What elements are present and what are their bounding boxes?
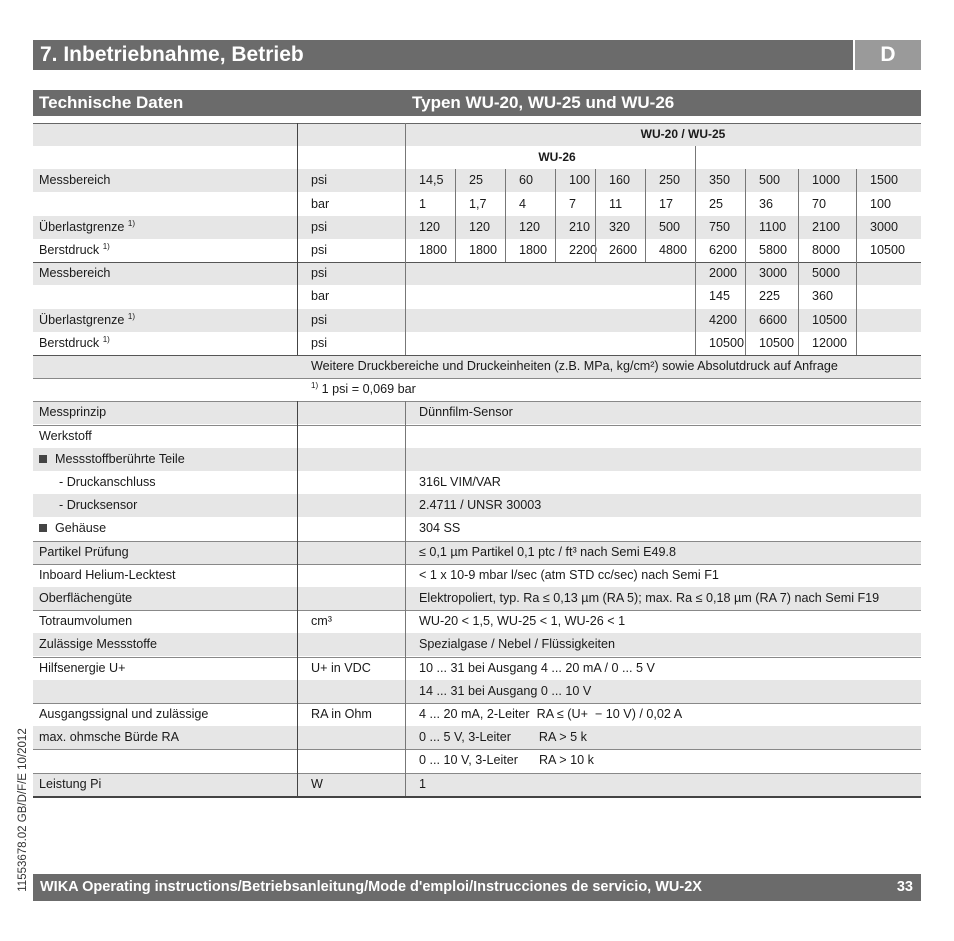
value-cell: 350	[709, 173, 731, 188]
parameter-label	[39, 587, 132, 610]
value-cell: 120	[419, 219, 441, 234]
unit-cell: bar	[311, 289, 330, 304]
row-divider	[33, 703, 921, 704]
row-divider	[33, 773, 921, 774]
value-cell: 3000	[870, 219, 899, 234]
value-cell: 10 ... 31 bei Ausgang 4 ... 20 mA / 0 ... 5 V	[419, 660, 655, 675]
column-divider	[595, 169, 596, 262]
table-row	[33, 378, 921, 401]
value-cell: 1	[419, 776, 427, 791]
value-cell: 70	[812, 196, 827, 211]
column-divider	[645, 169, 646, 262]
unit-cell: W	[311, 776, 323, 791]
parameter-label	[39, 773, 101, 796]
table-row	[33, 749, 921, 772]
column-divider	[405, 123, 406, 355]
table-row	[33, 262, 921, 285]
column-divider	[405, 401, 406, 795]
column-divider	[856, 262, 857, 355]
value-cell: 316L VIM/VAR	[419, 475, 501, 489]
value-cell: 750	[709, 219, 731, 234]
table-row	[33, 541, 921, 564]
value-cell: 25	[469, 173, 484, 188]
parameter-label	[39, 448, 185, 471]
table-row	[33, 332, 921, 355]
table-row	[33, 471, 921, 494]
table-row	[33, 355, 921, 378]
table-row	[33, 285, 921, 308]
column-divider	[455, 169, 456, 262]
parameter-label-text: Inboard Helium-Lecktest	[39, 567, 176, 582]
parameter-label	[39, 401, 106, 424]
table-row	[33, 448, 921, 471]
value-cell: 10500	[812, 312, 848, 327]
value-cell: 120	[469, 219, 491, 234]
unit-cell: psi	[311, 312, 328, 327]
value-cell: 4800	[659, 243, 688, 257]
value-cell: ≤ 0,1 µm Partikel 0,1 ptc / ft³ nach Semi E49.8	[419, 544, 677, 559]
table-row	[33, 587, 921, 610]
footnote-ref: 1)	[127, 218, 136, 228]
value-cell: 10500	[870, 243, 906, 257]
value-cell: 1	[419, 196, 427, 211]
value-cell: 304 SS	[419, 521, 461, 536]
parameter-label: Berstdruck $^{1)}$	[39, 334, 110, 350]
parameter-label-text: Leistung Pi	[39, 776, 102, 791]
value-cell: 100	[569, 173, 591, 188]
row-divider	[33, 262, 921, 263]
value-cell: 360	[812, 289, 834, 304]
value-cell: 4 ... 20 mA, 2-Leiter RA ≤ (U+ − 10 V) / 0,02 A	[419, 707, 683, 721]
column-divider	[745, 262, 746, 355]
column-divider	[695, 146, 696, 355]
parameter-label: Messbereich	[39, 173, 111, 188]
unit-cell: psi	[311, 335, 328, 350]
value-cell: 0 ... 5 V, 3-Leiter RA > 5 k	[419, 730, 587, 745]
value-cell: 100	[870, 196, 892, 211]
row-divider	[33, 123, 921, 124]
value-cell: 14,5	[419, 173, 444, 188]
table-row	[33, 239, 921, 262]
value-cell: 500	[759, 173, 781, 188]
value-cell: Dünnfilm-Sensor	[419, 405, 513, 420]
unit-cell: bar	[311, 196, 330, 211]
row-divider	[33, 610, 921, 611]
value-cell: Spezialgase / Nebel / Flüssigkeiten	[419, 637, 616, 652]
row-divider	[33, 355, 921, 356]
value-cell: 500	[659, 219, 681, 234]
parameter-label-text: Ausgangssignal und zulässige	[39, 707, 209, 721]
value-cell: 145	[709, 289, 731, 304]
value-cell: 1800	[519, 243, 548, 257]
row-divider	[33, 401, 921, 402]
header-wu20-wu25: WU-20 / WU-25	[640, 127, 726, 141]
column-divider	[297, 401, 298, 795]
row-divider	[33, 541, 921, 542]
unit-cell: psi	[311, 173, 328, 188]
value-cell: 10500	[709, 335, 745, 350]
table-row	[33, 216, 921, 239]
parameter-label	[59, 494, 137, 517]
value-cell: 12000	[812, 335, 848, 350]
parameter-label: Berstdruck $^{1)}$	[39, 241, 110, 257]
bullet-icon	[39, 524, 47, 532]
table-row	[33, 726, 921, 749]
parameter-label	[39, 657, 125, 680]
value-cell: 0 ... 10 V, 3-Leiter RA > 10 k	[419, 753, 594, 768]
column-divider	[745, 169, 746, 262]
footnote	[311, 378, 416, 401]
column-divider	[555, 169, 556, 262]
table-row	[33, 517, 921, 540]
value-cell: 8000	[812, 243, 841, 257]
parameter-label-text: - Druckanschluss	[59, 475, 156, 489]
table-row	[33, 633, 921, 656]
parameter-label-text: Partikel Prüfung	[39, 544, 129, 559]
footnote-ref: 1)	[102, 334, 110, 344]
value-cell: 1100	[759, 219, 787, 234]
value-cell: 120	[519, 219, 541, 234]
parameter-label	[39, 541, 129, 564]
column-divider	[297, 123, 298, 355]
types-heading: Typen WU-20, WU-25 und WU-26	[412, 93, 675, 112]
table-row	[33, 494, 921, 517]
parameter-label	[39, 703, 208, 726]
footnote-ref: 1)	[102, 241, 110, 251]
footnote-text: 1 psi = 0,069 bar	[318, 382, 416, 397]
language-tab: D	[855, 40, 921, 70]
parameter-label	[39, 564, 176, 587]
parameter-label: Überlastgrenze $^{1)}$	[39, 311, 136, 327]
value-cell: 10500	[759, 335, 795, 350]
table-row	[33, 146, 921, 169]
value-cell: 4	[519, 196, 527, 211]
table-row	[33, 657, 921, 680]
page-number: 33	[896, 879, 913, 895]
value-cell: 1000	[812, 173, 841, 188]
value-cell: 1500	[870, 173, 899, 188]
value-cell: 2100	[812, 219, 841, 234]
value-cell: < 1 x 10-9 mbar l/sec (atm STD cc/sec) nach Semi F1	[419, 567, 719, 582]
value-cell: 1800	[469, 243, 498, 257]
row-divider	[33, 425, 921, 426]
unit-cell: cm³	[311, 614, 332, 629]
technical-data-table	[33, 0, 921, 941]
section-title-text: 7. Inbetriebnahme, Betrieb	[40, 43, 304, 66]
parameter-label: Messbereich	[39, 266, 111, 281]
value-cell: 210	[569, 219, 591, 234]
parameter-label-text: Gehäuse	[55, 521, 107, 536]
unit-cell: psi	[311, 243, 328, 257]
unit-cell: psi	[311, 266, 328, 281]
footnote-mark: 1)	[311, 381, 319, 390]
value-cell: 6200	[709, 243, 738, 257]
value-cell: Elektropoliert, typ. Ra ≤ 0,13 µm (RA 5); max. Ra ≤ 0,18 µm (RA 7) nach Semi F19	[419, 591, 880, 605]
value-cell: 2600	[609, 243, 638, 257]
value-cell: 4200	[709, 312, 738, 327]
column-divider	[856, 169, 857, 262]
row-divider	[33, 378, 921, 379]
document-number: 11553678.02 GB/D/F/E 10/2012	[17, 728, 29, 892]
value-cell: 250	[659, 173, 681, 188]
value-cell: 14 ... 31 bei Ausgang 0 ... 10 V	[419, 683, 592, 698]
table-row	[33, 169, 921, 192]
parameter-label-text: Messprinzip	[39, 405, 107, 420]
parameter-label-text: Hilfsenergie U+	[39, 660, 126, 675]
parameter-label-text: Werkstoff	[39, 428, 92, 443]
row-divider	[33, 796, 921, 798]
column-divider	[798, 262, 799, 355]
value-cell: 5800	[759, 243, 788, 257]
parameter-label	[39, 610, 132, 633]
technical-data-heading: Technische Daten	[39, 93, 184, 112]
unit-cell: U+ in VDC	[311, 660, 371, 675]
column-divider	[798, 169, 799, 262]
parameter-label	[39, 726, 179, 749]
table-row	[33, 773, 921, 796]
value-cell: 60	[519, 173, 534, 188]
table-row	[33, 123, 921, 146]
value-cell: 6600	[759, 312, 788, 327]
row-divider	[33, 749, 921, 750]
value-cell: 3000	[759, 266, 788, 281]
value-cell: 5000	[812, 266, 841, 281]
value-cell: 2200	[569, 243, 598, 257]
value-cell: 225	[759, 289, 781, 304]
unit-cell: RA in Ohm	[311, 707, 372, 721]
unit-cell: psi	[311, 219, 328, 234]
table-row	[33, 703, 921, 726]
table-row	[33, 610, 921, 633]
parameter-label-text: Messstoffberührte Teile	[55, 451, 185, 466]
value-cell: 2.4711 / UNSR 30003	[419, 498, 542, 513]
value-cell: 36	[759, 196, 774, 211]
parameter-label	[39, 633, 157, 656]
parameter-label-text: - Drucksensor	[59, 498, 138, 513]
value-cell: 160	[609, 173, 631, 188]
table-row	[33, 564, 921, 587]
table-row	[33, 401, 921, 424]
table-row	[33, 193, 921, 216]
parameter-label	[59, 471, 156, 494]
table-row	[33, 309, 921, 332]
parameter-label	[39, 425, 92, 448]
bullet-icon	[39, 455, 47, 463]
footnote-ref: 1)	[127, 311, 136, 321]
pressure-range-note: Weitere Druckbereiche und Druckeinheiten (z.B. MPa, kg/cm²) sowie Absolutdruck auf Anfrage	[311, 359, 838, 373]
parameter-label-text: max. ohmsche Bürde RA	[39, 730, 179, 745]
table-row	[33, 425, 921, 448]
value-cell: 320	[609, 219, 631, 234]
page-footer	[33, 874, 921, 901]
parameter-label: Überlastgrenze $^{1)}$	[39, 218, 136, 234]
row-divider	[33, 657, 921, 658]
footer-text: WIKA Operating instructions/Betriebsanleitung/Mode d'emploi/Instrucciones de servicio, WU-2X	[40, 879, 702, 895]
parameter-label	[39, 517, 106, 540]
value-cell: 17	[659, 196, 674, 211]
row-divider	[33, 564, 921, 565]
column-divider	[505, 169, 506, 262]
table-row	[33, 680, 921, 703]
value-cell: 25	[709, 196, 724, 211]
value-cell: 2000	[709, 266, 738, 281]
value-cell: 1,7	[469, 196, 487, 211]
parameter-label-text: Oberflächengüte	[39, 591, 133, 605]
value-cell: WU-20 < 1,5, WU-25 < 1, WU-26 < 1	[419, 614, 626, 629]
parameter-label-text: Totraumvolumen	[39, 614, 133, 629]
value-cell: 1800	[419, 243, 448, 257]
value-cell: 11	[609, 196, 623, 211]
header-wu26: WU-26	[538, 150, 576, 165]
value-cell: 7	[569, 196, 577, 211]
parameter-label-text: Zulässige Messstoffe	[39, 637, 158, 652]
